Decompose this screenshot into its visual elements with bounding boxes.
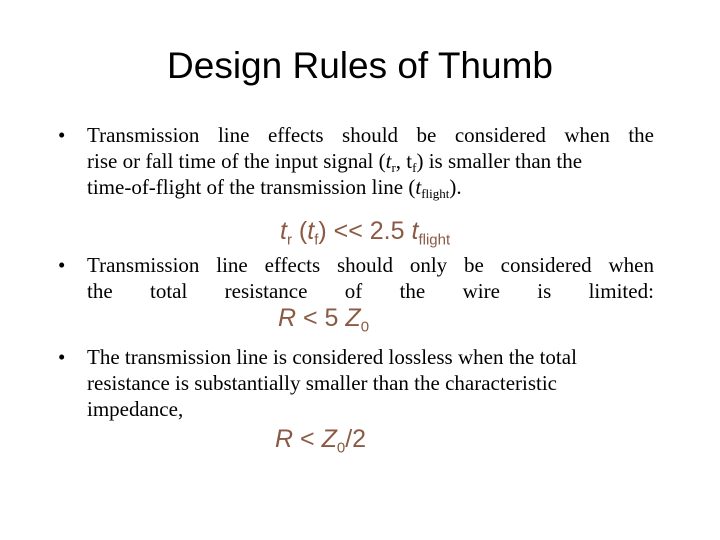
word: considered — [454, 123, 546, 147]
word: effects — [264, 253, 321, 277]
variable-r: R — [275, 425, 294, 453]
variable-t: t — [385, 149, 392, 173]
word: be — [464, 253, 484, 277]
variable-t: t — [415, 175, 422, 199]
formula-resistance-limit — [278, 303, 370, 336]
word: is — [537, 279, 552, 303]
word: the — [399, 279, 426, 303]
subscript-flight: flight — [421, 185, 450, 201]
word: the — [628, 123, 654, 147]
bullet1-line3 — [87, 176, 654, 199]
word: when — [608, 253, 654, 277]
text-run: ( — [291, 217, 308, 245]
word: should — [342, 123, 399, 147]
variable-z: Z — [345, 304, 361, 332]
text-run: /2 — [345, 425, 367, 453]
formula-lossless — [275, 424, 367, 457]
variable-t: t — [280, 217, 287, 245]
bullet3-line2: resistance is substantially smaller than the characteristic — [87, 371, 557, 395]
text-run: < 5 — [296, 304, 346, 332]
word: Transmission — [87, 253, 200, 277]
word: considered — [500, 253, 592, 277]
word: only — [409, 253, 448, 277]
word: resistance — [224, 279, 308, 303]
subscript-0: 0 — [336, 439, 346, 457]
word: wire — [462, 279, 500, 303]
variable-t: t — [307, 217, 315, 245]
subscript-f: f — [314, 231, 319, 249]
bullet-marker-1: • — [58, 123, 66, 147]
formula-rise-time — [280, 216, 451, 249]
variable-t: t — [411, 217, 419, 245]
subscript-flight: flight — [418, 231, 451, 249]
bullet1-line2 — [87, 150, 654, 173]
word: line — [216, 253, 248, 277]
word: limited: — [588, 279, 654, 303]
word: be — [416, 123, 437, 147]
text-run: rise or fall time of the input signal ( — [87, 149, 386, 173]
bullet2-line2 — [87, 280, 654, 303]
slide-title: Design Rules of Thumb — [167, 45, 553, 86]
text-run: ) is smaller than the — [416, 149, 583, 173]
word: when — [564, 123, 610, 147]
variable-z: Z — [321, 425, 337, 453]
word: should — [337, 253, 394, 277]
subscript-0: 0 — [360, 318, 370, 336]
word: effects — [267, 123, 324, 147]
text-run: ). — [449, 175, 462, 199]
word: line — [217, 123, 250, 147]
text-run: , t — [395, 149, 413, 173]
bullet3-line1: The transmission line is considered lossless when the total — [87, 345, 577, 369]
bullet2-line1 — [87, 254, 654, 277]
word: of — [344, 279, 363, 303]
subscript-f: f — [412, 159, 417, 175]
bullet3-line3: impedance, — [87, 397, 184, 421]
subscript-r: r — [391, 159, 396, 175]
text-run: < — [293, 425, 322, 453]
word: the — [87, 279, 113, 303]
text-run: ) << 2.5 — [318, 217, 412, 245]
bullet1-line1 — [87, 124, 654, 147]
word: Transmission — [87, 123, 200, 147]
subscript-r: r — [286, 231, 292, 249]
word: total — [149, 279, 188, 303]
bullet-marker-2: • — [58, 253, 66, 277]
variable-r: R — [278, 304, 297, 332]
text-run: time-of-flight of the transmission line ( — [87, 175, 416, 199]
bullet-marker-3: • — [58, 345, 66, 369]
